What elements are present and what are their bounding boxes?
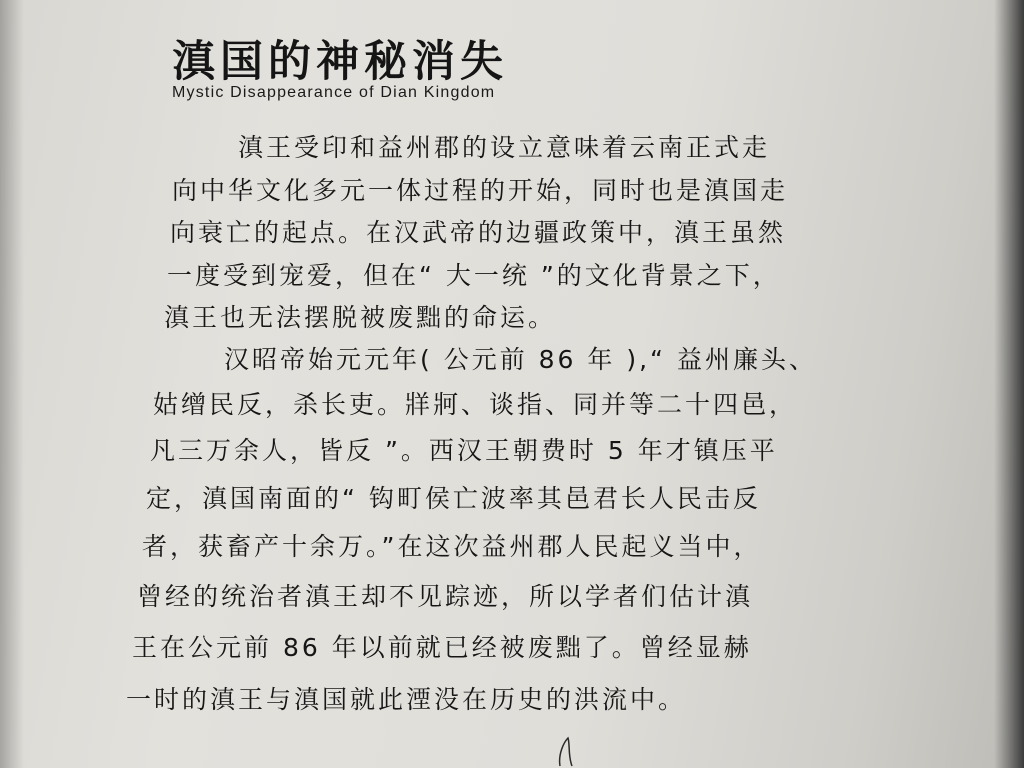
panel-left-shadow xyxy=(0,0,24,768)
text-line: 曾经的统治者滇王却不见踪迹，所以学者们估计滇 xyxy=(137,582,754,611)
text-line: 向衰亡的起点。在汉武帝的边疆政策中，滇王虽然 xyxy=(170,218,787,247)
text-line: 汉昭帝始元元年( 公元前 86 年 ),“ 益州廉头、 xyxy=(224,345,817,374)
decorative-stroke-icon xyxy=(556,736,580,768)
text-line: 一度受到宠爱，但在“ 大一统 ”的文化背景之下， xyxy=(167,261,781,290)
text-line: 者，获畜产十余万。”在这次益州郡人民起义当中， xyxy=(142,532,762,561)
text-line: 王在公元前 86 年以前就已经被废黜了。曾经显赫 xyxy=(132,633,752,662)
text-line: 滇王受印和益州郡的设立意味着云南正式走 xyxy=(238,133,771,162)
text-line: 向中华文化多元一体过程的开始，同时也是滇国走 xyxy=(172,176,789,205)
text-line: 定，滇国南面的“ 钩町侯亡波率其邑君长人民击反 xyxy=(146,484,761,513)
text-line: 一时的滇王与滇国就此湮没在历史的洪流中。 xyxy=(126,685,687,714)
panel-subtitle: Mystic Disappearance of Dian Kingdom xyxy=(172,84,496,101)
text-line: 凡三万余人，皆反 ”。西汉王朝费时 5 年才镇压平 xyxy=(150,436,778,465)
text-line: 滇王也无法摆脱被废黜的命运。 xyxy=(164,303,557,332)
panel-title: 滇国的神秘消失 xyxy=(172,37,508,87)
text-line: 姑缯民反，杀长吏。牂牁、谈指、同并等二十四邑， xyxy=(153,390,798,419)
panel-right-edge xyxy=(994,0,1024,768)
